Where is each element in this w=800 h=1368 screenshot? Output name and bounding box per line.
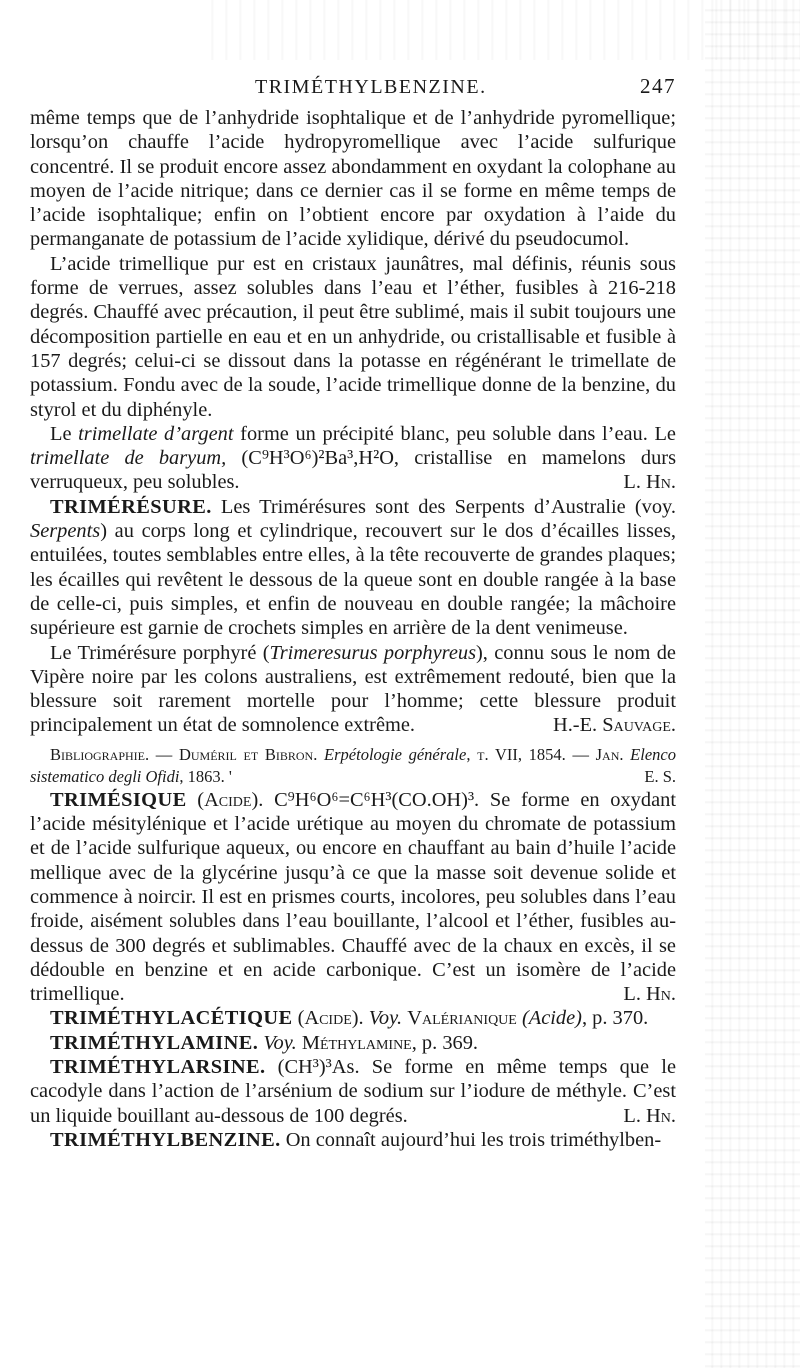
entry-trimethylamine (30, 1031, 676, 1055)
headword: TRIMÉSIQUE (50, 788, 187, 811)
text-fragment: — Duméril et Bibron. (149, 744, 325, 764)
entry-trimesique (30, 788, 676, 1007)
page-reference: , p. 369. (411, 1031, 479, 1054)
page-header (30, 72, 676, 102)
entry-trimethylacetique (30, 1006, 676, 1030)
headword: TRIMÉTHYLAMINE. (50, 1031, 259, 1054)
author-signature: E. S. (644, 766, 676, 786)
headword: TRIMÉRÉSURE. (50, 495, 212, 518)
text-fragment: forme un précipité blanc, peu soluble dans l’eau. Le (233, 422, 676, 445)
book-title: Elenco sistematico degli Ofidi (30, 744, 676, 786)
voy-marker: Voy. (258, 1031, 302, 1054)
headword: TRIMÉTHYLBENZINE. (50, 1128, 281, 1151)
cross-reference: Serpents (30, 520, 101, 543)
term-silver-trimellate: trimellate d’argent (78, 422, 234, 445)
scan-noise-margin (705, 0, 800, 1368)
headword: TRIMÉTHYLACÉTIQUE (50, 1007, 293, 1030)
headword-qualifier: (Acide). (186, 788, 264, 811)
text-fragment: Le (50, 422, 79, 445)
paragraph-trimellates (30, 422, 676, 495)
page-number: 247 (640, 74, 676, 98)
author-signature: L. Hn. (623, 471, 676, 494)
entry-trimethylarsine (30, 1055, 676, 1128)
entry-trimethylbenzine (30, 1128, 676, 1152)
text-fragment: On connaît aujourd’hui les trois triméthylben- (280, 1128, 662, 1151)
paragraph-trimeresure-porphyre (30, 641, 676, 738)
term-barium-trimellate: trimellate de baryum, (30, 447, 227, 470)
text-fragment: ) au corps long et cylindrique, recouvert sur le dos d’écailles lisses, entuilées, toutes semblables entre elles, à la tête recouverte de grandes plaques; les écailles qui revêtent le dessous de la queue sont en double rangée à la base de celle-ci, puis simples, et enfin de nouveau en double rangée; la mâchoire supérieure est garnie de crochets simples en arrière de la dent venimeuse. (30, 520, 677, 640)
text-fragment: Le Trimérésure porphyré ( (50, 641, 270, 664)
headword-qualifier: (Acide). (292, 1007, 364, 1030)
author-signature: L. Hn. (623, 983, 676, 1006)
species-name: Trimeresurus porphyreus (269, 641, 477, 664)
cross-reference: Méthylamine (301, 1031, 412, 1054)
text-fragment: , 1863. ' (179, 766, 232, 786)
voy-marker: Voy. (363, 1007, 408, 1030)
page-reference: , p. 370. (581, 1007, 649, 1030)
page-body (30, 106, 676, 1152)
bibliography-label: Bibliographie. (50, 744, 150, 764)
book-title: Erpétologie générale (324, 744, 467, 764)
cross-reference-qualifier: (Acide) (516, 1007, 582, 1030)
headword: TRIMÉTHYLARSINE. (50, 1055, 266, 1078)
text-fragment: (C⁹H³O⁶)²Ba³,H²O, cristallise en mamelons durs verruqueux, peu solubles. (30, 447, 676, 494)
author-signature: L. Hn. (623, 1104, 676, 1127)
text-fragment: (CH³)³As. Se forme en même temps que le cacodyle dans l’action de l’arsénium de sodium sur l’iodure de méthyle. C’est un liquide bouillant au-dessous de 100 degrés. (30, 1055, 676, 1127)
cross-reference: Valérianique (407, 1007, 517, 1030)
paragraph-trimellic-acid: L’acide trimellique pur est en cristaux jaunâtres, mal définis, réunis sous forme de verrues, assez solubles dans l’eau et l’éther, fusibles à 216-218 degrés. Chauffé avec précaution, il peut être sublimé, mais il subit toujours une décomposition partielle en eau et en un anhydride, ou cristallisable et fusible à 157 degrés; celui-ci se dissout dans la potasse en régénérant le trimellate de potassium. Fondu avec de la soude, l’acide trimellique donne de la benzine, du styrol et du diphényle. (30, 252, 676, 421)
paragraph-continuation: même temps que de l’anhydride isophtalique et de l’anhydride pyromellique; lorsqu’on chauffe l’acide hydropyromellique avec l’acide sulfurique concentré. Il se produit encore assez abondamment en oxydant la colophane au moyen de l’acide nitrique; dans ce dernier cas il se forme en même temps de l’acide isophtalique; enfin on l’obtient encore par oxydation à l’aide du permanganate de potassium de l’acide xylidique, dérivé du pseudocumol. (30, 107, 676, 251)
text-fragment: ), connu sous le nom de Vipère noire par les colons australiens, est extrêmement redouté, bien que la blessure soit rarement mortelle pour l’homme; cette blessure produit principalement un état de somnolence extrême. (30, 641, 676, 737)
entry-trimeresure (30, 495, 676, 641)
running-title: TRIMÉTHYLBENZINE. (255, 76, 487, 98)
text-fragment: C⁹H⁶O⁶=C⁶H³(CO.OH)³. Se forme en oxydant l’acide mésitylénique et l’acide urétique au moyen du chromate de potassium et de l’acide sulfurique aqueux, ou encore en chauffant au bain d’huile l’acide mellique avec de la glycérine jusqu’à ce que la masse soit devenue solide et commence à noircir. Il est en prismes courts, incolores, peu solubles dans l’eau froide, aisément solubles dans l’eau bouillante, l’alcool et l’éther, fusibles au-dessus de 300 degrés et sublimables. Chauffé avec de la chaux en excès, il se dédouble en benzine et en acide carbonique. C’est un isomère de l’acide trimellique. (30, 788, 676, 1006)
bibliography (30, 744, 676, 788)
text-fragment: , t. VII, 1854. — Jan. (466, 744, 631, 764)
text-fragment: Les Trimérésures sont des Serpents d’Australie (voy. (211, 495, 676, 518)
author-signature: H.-E. Sauvage. (552, 714, 676, 737)
